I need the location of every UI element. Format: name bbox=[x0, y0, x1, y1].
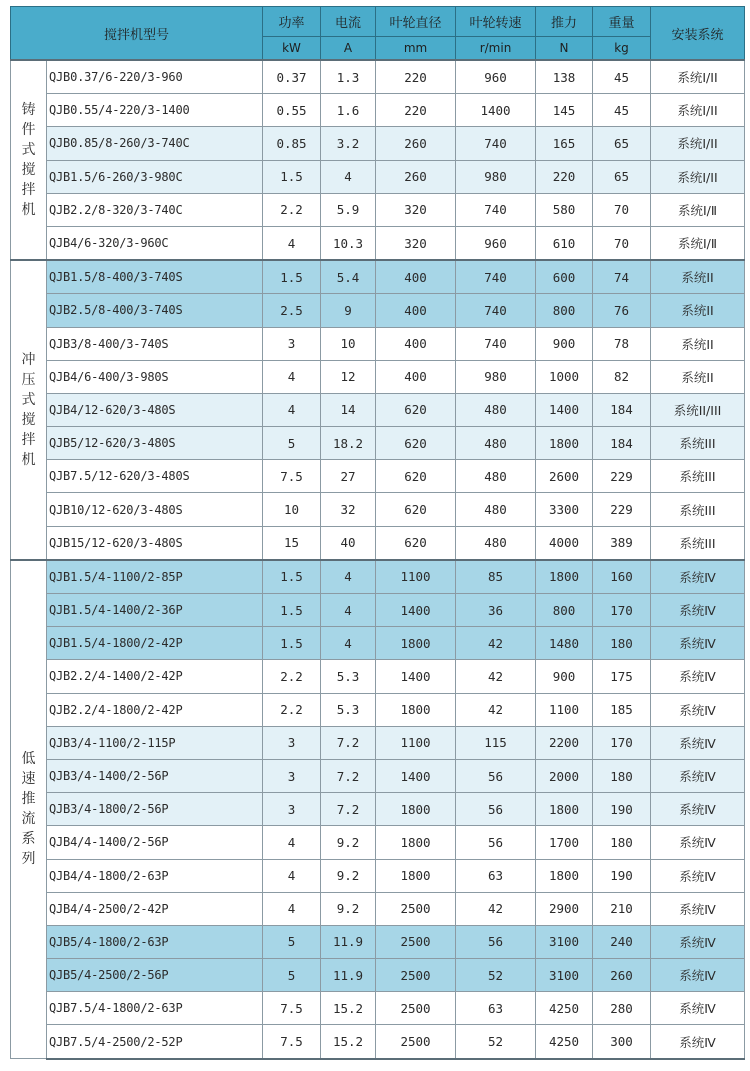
power-cell: 3 bbox=[263, 759, 321, 792]
speed-cell: 960 bbox=[456, 60, 536, 94]
install-system-cell: 系统Ⅳ bbox=[651, 560, 745, 594]
table-row bbox=[11, 427, 745, 460]
install-system-cell: 系统III bbox=[651, 493, 745, 526]
table-row bbox=[11, 959, 745, 992]
speed-cell: 480 bbox=[456, 460, 536, 493]
current-cell: 32 bbox=[321, 493, 376, 526]
weight-cell: 300 bbox=[593, 1025, 651, 1059]
speed-cell: 115 bbox=[456, 726, 536, 759]
thrust-cell: 2000 bbox=[536, 759, 593, 792]
power-cell: 3 bbox=[263, 726, 321, 759]
speed-cell: 36 bbox=[456, 594, 536, 627]
diameter-cell: 1800 bbox=[376, 793, 456, 826]
thrust-cell: 1480 bbox=[536, 627, 593, 660]
table-row bbox=[11, 127, 745, 160]
install-system-cell: 系统Ⅳ bbox=[651, 892, 745, 925]
current-cell: 11.9 bbox=[321, 959, 376, 992]
install-system-cell: 系统Ⅰ/Ⅱ bbox=[651, 193, 745, 226]
table-row bbox=[11, 560, 745, 594]
install-system-cell: 系统II bbox=[651, 327, 745, 360]
current-cell: 7.2 bbox=[321, 759, 376, 792]
group-label: 低速推流系列 bbox=[21, 751, 36, 868]
header-install-system: 安装系统 bbox=[651, 7, 745, 61]
diameter-cell: 2500 bbox=[376, 992, 456, 1025]
diameter-cell: 400 bbox=[376, 327, 456, 360]
weight-cell: 229 bbox=[593, 460, 651, 493]
power-cell: 1.5 bbox=[263, 560, 321, 594]
speed-cell: 56 bbox=[456, 793, 536, 826]
table-row bbox=[11, 160, 745, 193]
current-cell: 4 bbox=[321, 160, 376, 193]
power-cell: 2.2 bbox=[263, 193, 321, 226]
weight-cell: 389 bbox=[593, 526, 651, 560]
group-label-cell bbox=[11, 60, 47, 260]
install-system-cell: 系统Ⅳ bbox=[651, 826, 745, 859]
table-row bbox=[11, 793, 745, 826]
install-system-cell: 系统Ⅳ bbox=[651, 992, 745, 1025]
weight-cell: 45 bbox=[593, 60, 651, 94]
install-system-cell: 系统Ⅰ/Ⅱ bbox=[651, 226, 745, 260]
install-system-cell: 系统Ⅳ bbox=[651, 759, 745, 792]
unit-power: kW bbox=[263, 37, 321, 61]
power-cell: 5 bbox=[263, 959, 321, 992]
table-row bbox=[11, 60, 745, 94]
install-system-cell: 系统Ⅰ/II bbox=[651, 160, 745, 193]
header-thrust: 推力 bbox=[536, 7, 593, 37]
current-cell: 15.2 bbox=[321, 992, 376, 1025]
power-cell: 15 bbox=[263, 526, 321, 560]
weight-cell: 78 bbox=[593, 327, 651, 360]
table-row bbox=[11, 859, 745, 892]
weight-cell: 184 bbox=[593, 393, 651, 426]
table-row bbox=[11, 726, 745, 759]
install-system-cell: 系统II bbox=[651, 260, 745, 294]
thrust-cell: 600 bbox=[536, 260, 593, 294]
current-cell: 4 bbox=[321, 627, 376, 660]
weight-cell: 190 bbox=[593, 859, 651, 892]
model-cell: QJB2.2/4-1400/2-42P bbox=[47, 660, 263, 693]
current-cell: 9.2 bbox=[321, 826, 376, 859]
thrust-cell: 1000 bbox=[536, 360, 593, 393]
speed-cell: 740 bbox=[456, 327, 536, 360]
thrust-cell: 900 bbox=[536, 660, 593, 693]
power-cell: 4 bbox=[263, 393, 321, 426]
group-label: 铸件式搅拌机 bbox=[21, 102, 36, 219]
power-cell: 7.5 bbox=[263, 460, 321, 493]
weight-cell: 82 bbox=[593, 360, 651, 393]
power-cell: 3 bbox=[263, 327, 321, 360]
model-cell: QJB4/6-400/3-980S bbox=[47, 360, 263, 393]
model-cell: QJB2.5/8-400/3-740S bbox=[47, 294, 263, 327]
weight-cell: 185 bbox=[593, 693, 651, 726]
header-speed: 叶轮转速 bbox=[456, 7, 536, 37]
diameter-cell: 1800 bbox=[376, 826, 456, 859]
diameter-cell: 620 bbox=[376, 393, 456, 426]
table-row bbox=[11, 360, 745, 393]
power-cell: 4 bbox=[263, 360, 321, 393]
current-cell: 27 bbox=[321, 460, 376, 493]
speed-cell: 42 bbox=[456, 627, 536, 660]
model-cell: QJB3/4-1800/2-56P bbox=[47, 793, 263, 826]
thrust-cell: 1800 bbox=[536, 427, 593, 460]
model-cell: QJB1.5/4-1800/2-42P bbox=[47, 627, 263, 660]
diameter-cell: 1800 bbox=[376, 627, 456, 660]
current-cell: 3.2 bbox=[321, 127, 376, 160]
speed-cell: 740 bbox=[456, 260, 536, 294]
install-system-cell: 系统III bbox=[651, 460, 745, 493]
diameter-cell: 620 bbox=[376, 526, 456, 560]
table-row bbox=[11, 660, 745, 693]
model-cell: QJB3/4-1100/2-115P bbox=[47, 726, 263, 759]
power-cell: 4 bbox=[263, 226, 321, 260]
table-row bbox=[11, 493, 745, 526]
group-label-cell bbox=[11, 260, 47, 560]
diameter-cell: 220 bbox=[376, 94, 456, 127]
model-cell: QJB7.5/4-1800/2-63P bbox=[47, 992, 263, 1025]
weight-cell: 65 bbox=[593, 160, 651, 193]
power-cell: 1.5 bbox=[263, 260, 321, 294]
thrust-cell: 800 bbox=[536, 294, 593, 327]
table-row bbox=[11, 1025, 745, 1059]
thrust-cell: 580 bbox=[536, 193, 593, 226]
power-cell: 4 bbox=[263, 892, 321, 925]
thrust-cell: 1800 bbox=[536, 560, 593, 594]
diameter-cell: 620 bbox=[376, 460, 456, 493]
speed-cell: 42 bbox=[456, 892, 536, 925]
table-row bbox=[11, 826, 745, 859]
install-system-cell: 系统Ⅳ bbox=[651, 793, 745, 826]
weight-cell: 45 bbox=[593, 94, 651, 127]
power-cell: 5 bbox=[263, 427, 321, 460]
thrust-cell: 1800 bbox=[536, 793, 593, 826]
mixer-spec-table-container bbox=[10, 6, 744, 1060]
weight-cell: 175 bbox=[593, 660, 651, 693]
model-cell: QJB3/8-400/3-740S bbox=[47, 327, 263, 360]
weight-cell: 210 bbox=[593, 892, 651, 925]
thrust-cell: 2900 bbox=[536, 892, 593, 925]
current-cell: 10.3 bbox=[321, 226, 376, 260]
speed-cell: 480 bbox=[456, 393, 536, 426]
install-system-cell: 系统Ⅳ bbox=[651, 660, 745, 693]
weight-cell: 170 bbox=[593, 726, 651, 759]
weight-cell: 240 bbox=[593, 925, 651, 958]
header-diameter: 叶轮直径 bbox=[376, 7, 456, 37]
table-row bbox=[11, 94, 745, 127]
table-row bbox=[11, 759, 745, 792]
power-cell: 7.5 bbox=[263, 992, 321, 1025]
header-weight: 重量 bbox=[593, 7, 651, 37]
header-current: 电流 bbox=[321, 7, 376, 37]
table-body bbox=[11, 60, 745, 1059]
thrust-cell: 165 bbox=[536, 127, 593, 160]
diameter-cell: 400 bbox=[376, 360, 456, 393]
install-system-cell: 系统Ⅰ/II bbox=[651, 127, 745, 160]
diameter-cell: 220 bbox=[376, 60, 456, 94]
model-cell: QJB5/4-1800/2-63P bbox=[47, 925, 263, 958]
weight-cell: 160 bbox=[593, 560, 651, 594]
weight-cell: 280 bbox=[593, 992, 651, 1025]
thrust-cell: 3100 bbox=[536, 925, 593, 958]
model-cell: QJB4/4-1400/2-56P bbox=[47, 826, 263, 859]
speed-cell: 85 bbox=[456, 560, 536, 594]
diameter-cell: 2500 bbox=[376, 959, 456, 992]
model-cell: QJB3/4-1400/2-56P bbox=[47, 759, 263, 792]
speed-cell: 1400 bbox=[456, 94, 536, 127]
model-cell: QJB7.5/4-2500/2-52P bbox=[47, 1025, 263, 1059]
diameter-cell: 1800 bbox=[376, 859, 456, 892]
speed-cell: 52 bbox=[456, 1025, 536, 1059]
table-row bbox=[11, 327, 745, 360]
power-cell: 5 bbox=[263, 925, 321, 958]
model-cell: QJB0.85/8-260/3-740C bbox=[47, 127, 263, 160]
model-cell: QJB1.5/6-260/3-980C bbox=[47, 160, 263, 193]
power-cell: 0.37 bbox=[263, 60, 321, 94]
header-power: 功率 bbox=[263, 7, 321, 37]
weight-cell: 180 bbox=[593, 759, 651, 792]
speed-cell: 480 bbox=[456, 427, 536, 460]
speed-cell: 42 bbox=[456, 660, 536, 693]
current-cell: 5.3 bbox=[321, 693, 376, 726]
thrust-cell: 4250 bbox=[536, 992, 593, 1025]
current-cell: 1.3 bbox=[321, 60, 376, 94]
power-cell: 7.5 bbox=[263, 1025, 321, 1059]
speed-cell: 63 bbox=[456, 992, 536, 1025]
weight-cell: 70 bbox=[593, 226, 651, 260]
current-cell: 40 bbox=[321, 526, 376, 560]
model-cell: QJB0.37/6-220/3-960 bbox=[47, 60, 263, 94]
power-cell: 1.5 bbox=[263, 160, 321, 193]
power-cell: 2.2 bbox=[263, 660, 321, 693]
diameter-cell: 1400 bbox=[376, 660, 456, 693]
power-cell: 0.55 bbox=[263, 94, 321, 127]
table-row bbox=[11, 627, 745, 660]
model-cell: QJB15/12-620/3-480S bbox=[47, 526, 263, 560]
table-row bbox=[11, 460, 745, 493]
model-cell: QJB2.2/8-320/3-740C bbox=[47, 193, 263, 226]
install-system-cell: 系统II bbox=[651, 294, 745, 327]
model-cell: QJB1.5/4-1100/2-85P bbox=[47, 560, 263, 594]
install-system-cell: 系统Ⅳ bbox=[651, 726, 745, 759]
weight-cell: 74 bbox=[593, 260, 651, 294]
diameter-cell: 1100 bbox=[376, 560, 456, 594]
current-cell: 9 bbox=[321, 294, 376, 327]
table-row bbox=[11, 193, 745, 226]
speed-cell: 42 bbox=[456, 693, 536, 726]
power-cell: 3 bbox=[263, 793, 321, 826]
current-cell: 11.9 bbox=[321, 925, 376, 958]
thrust-cell: 610 bbox=[536, 226, 593, 260]
install-system-cell: 系统II/III bbox=[651, 393, 745, 426]
current-cell: 18.2 bbox=[321, 427, 376, 460]
table-row bbox=[11, 260, 745, 294]
current-cell: 15.2 bbox=[321, 1025, 376, 1059]
current-cell: 12 bbox=[321, 360, 376, 393]
install-system-cell: 系统Ⅳ bbox=[651, 594, 745, 627]
diameter-cell: 2500 bbox=[376, 1025, 456, 1059]
unit-diameter: mm bbox=[376, 37, 456, 61]
thrust-cell: 4250 bbox=[536, 1025, 593, 1059]
header-model: 搅拌机型号 bbox=[11, 7, 263, 61]
diameter-cell: 1100 bbox=[376, 726, 456, 759]
diameter-cell: 400 bbox=[376, 260, 456, 294]
thrust-cell: 900 bbox=[536, 327, 593, 360]
power-cell: 1.5 bbox=[263, 627, 321, 660]
weight-cell: 70 bbox=[593, 193, 651, 226]
speed-cell: 980 bbox=[456, 160, 536, 193]
weight-cell: 260 bbox=[593, 959, 651, 992]
thrust-cell: 220 bbox=[536, 160, 593, 193]
thrust-cell: 800 bbox=[536, 594, 593, 627]
install-system-cell: 系统Ⅳ bbox=[651, 1025, 745, 1059]
current-cell: 9.2 bbox=[321, 859, 376, 892]
mixer-spec-table bbox=[10, 6, 745, 1060]
power-cell: 1.5 bbox=[263, 594, 321, 627]
current-cell: 4 bbox=[321, 560, 376, 594]
model-cell: QJB5/12-620/3-480S bbox=[47, 427, 263, 460]
speed-cell: 56 bbox=[456, 826, 536, 859]
thrust-cell: 4000 bbox=[536, 526, 593, 560]
current-cell: 14 bbox=[321, 393, 376, 426]
current-cell: 4 bbox=[321, 594, 376, 627]
weight-cell: 229 bbox=[593, 493, 651, 526]
weight-cell: 180 bbox=[593, 627, 651, 660]
model-cell: QJB4/12-620/3-480S bbox=[47, 393, 263, 426]
current-cell: 9.2 bbox=[321, 892, 376, 925]
thrust-cell: 1100 bbox=[536, 693, 593, 726]
current-cell: 5.4 bbox=[321, 260, 376, 294]
table-row bbox=[11, 294, 745, 327]
diameter-cell: 260 bbox=[376, 127, 456, 160]
diameter-cell: 260 bbox=[376, 160, 456, 193]
power-cell: 4 bbox=[263, 826, 321, 859]
model-cell: QJB1.5/4-1400/2-36P bbox=[47, 594, 263, 627]
thrust-cell: 145 bbox=[536, 94, 593, 127]
power-cell: 10 bbox=[263, 493, 321, 526]
table-row bbox=[11, 393, 745, 426]
model-cell: QJB4/4-2500/2-42P bbox=[47, 892, 263, 925]
unit-current: A bbox=[321, 37, 376, 61]
thrust-cell: 1800 bbox=[536, 859, 593, 892]
current-cell: 10 bbox=[321, 327, 376, 360]
current-cell: 7.2 bbox=[321, 726, 376, 759]
diameter-cell: 1800 bbox=[376, 693, 456, 726]
speed-cell: 56 bbox=[456, 925, 536, 958]
speed-cell: 740 bbox=[456, 193, 536, 226]
thrust-cell: 3100 bbox=[536, 959, 593, 992]
weight-cell: 184 bbox=[593, 427, 651, 460]
install-system-cell: 系统II bbox=[651, 360, 745, 393]
speed-cell: 740 bbox=[456, 127, 536, 160]
diameter-cell: 320 bbox=[376, 226, 456, 260]
speed-cell: 480 bbox=[456, 493, 536, 526]
power-cell: 4 bbox=[263, 859, 321, 892]
install-system-cell: 系统Ⅰ/II bbox=[651, 94, 745, 127]
model-cell: QJB5/4-2500/2-56P bbox=[47, 959, 263, 992]
table-row bbox=[11, 226, 745, 260]
current-cell: 5.3 bbox=[321, 660, 376, 693]
thrust-cell: 2600 bbox=[536, 460, 593, 493]
group-label: 冲压式搅拌机 bbox=[21, 351, 36, 468]
model-cell: QJB4/6-320/3-960C bbox=[47, 226, 263, 260]
install-system-cell: 系统III bbox=[651, 427, 745, 460]
current-cell: 1.6 bbox=[321, 94, 376, 127]
weight-cell: 170 bbox=[593, 594, 651, 627]
table-row bbox=[11, 693, 745, 726]
diameter-cell: 1400 bbox=[376, 759, 456, 792]
speed-cell: 480 bbox=[456, 526, 536, 560]
model-cell: QJB0.55/4-220/3-1400 bbox=[47, 94, 263, 127]
install-system-cell: 系统Ⅳ bbox=[651, 627, 745, 660]
unit-thrust: N bbox=[536, 37, 593, 61]
current-cell: 5.9 bbox=[321, 193, 376, 226]
model-cell: QJB1.5/8-400/3-740S bbox=[47, 260, 263, 294]
unit-speed: r/min bbox=[456, 37, 536, 61]
install-system-cell: 系统Ⅳ bbox=[651, 959, 745, 992]
diameter-cell: 620 bbox=[376, 493, 456, 526]
group-label-cell bbox=[11, 560, 47, 1059]
diameter-cell: 400 bbox=[376, 294, 456, 327]
thrust-cell: 138 bbox=[536, 60, 593, 94]
speed-cell: 980 bbox=[456, 360, 536, 393]
weight-cell: 180 bbox=[593, 826, 651, 859]
diameter-cell: 2500 bbox=[376, 892, 456, 925]
power-cell: 2.2 bbox=[263, 693, 321, 726]
weight-cell: 76 bbox=[593, 294, 651, 327]
install-system-cell: 系统Ⅳ bbox=[651, 693, 745, 726]
weight-cell: 65 bbox=[593, 127, 651, 160]
diameter-cell: 620 bbox=[376, 427, 456, 460]
power-cell: 2.5 bbox=[263, 294, 321, 327]
speed-cell: 960 bbox=[456, 226, 536, 260]
table-row bbox=[11, 892, 745, 925]
power-cell: 0.85 bbox=[263, 127, 321, 160]
current-cell: 7.2 bbox=[321, 793, 376, 826]
install-system-cell: 系统Ⅳ bbox=[651, 859, 745, 892]
install-system-cell: 系统Ⅰ/II bbox=[651, 60, 745, 94]
thrust-cell: 1400 bbox=[536, 393, 593, 426]
model-cell: QJB4/4-1800/2-63P bbox=[47, 859, 263, 892]
thrust-cell: 3300 bbox=[536, 493, 593, 526]
model-cell: QJB7.5/12-620/3-480S bbox=[47, 460, 263, 493]
diameter-cell: 1400 bbox=[376, 594, 456, 627]
thrust-cell: 1700 bbox=[536, 826, 593, 859]
diameter-cell: 2500 bbox=[376, 925, 456, 958]
table-row bbox=[11, 925, 745, 958]
table-header bbox=[11, 7, 745, 61]
table-row bbox=[11, 992, 745, 1025]
table-row bbox=[11, 594, 745, 627]
speed-cell: 740 bbox=[456, 294, 536, 327]
install-system-cell: 系统III bbox=[651, 526, 745, 560]
model-cell: QJB10/12-620/3-480S bbox=[47, 493, 263, 526]
weight-cell: 190 bbox=[593, 793, 651, 826]
unit-weight: kg bbox=[593, 37, 651, 61]
diameter-cell: 320 bbox=[376, 193, 456, 226]
table-row bbox=[11, 526, 745, 560]
speed-cell: 63 bbox=[456, 859, 536, 892]
model-cell: QJB2.2/4-1800/2-42P bbox=[47, 693, 263, 726]
speed-cell: 56 bbox=[456, 759, 536, 792]
install-system-cell: 系统Ⅳ bbox=[651, 925, 745, 958]
speed-cell: 52 bbox=[456, 959, 536, 992]
thrust-cell: 2200 bbox=[536, 726, 593, 759]
